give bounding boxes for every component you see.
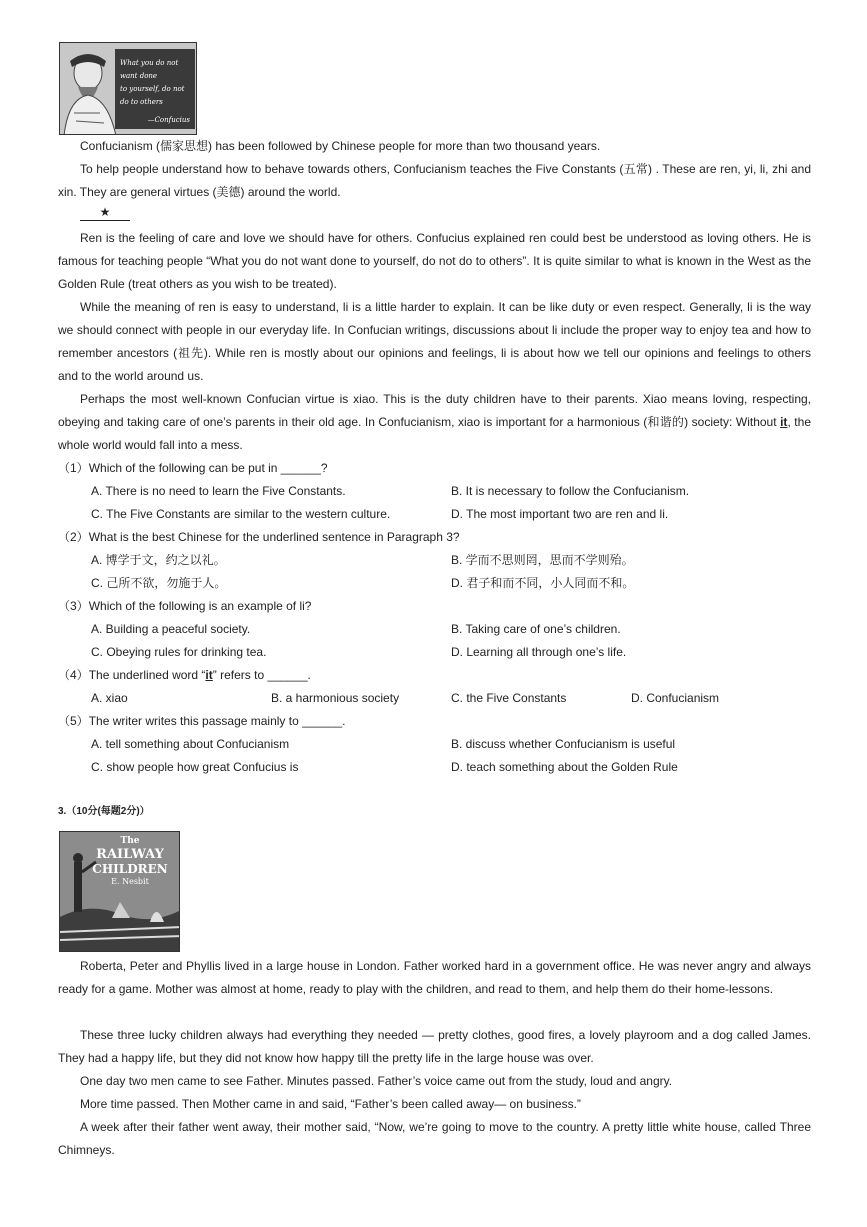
passage3-paragraph-3: One day two men came to see Father. Minutes passed. Father’s voice came out from the study, loud and angry. [80,1074,673,1088]
question-2-stem [58,526,460,549]
star-icon: ★ [99,205,111,219]
question-number: （4） [58,668,89,682]
question-number: （1） [58,461,89,475]
passage1-paragraph-1: Confucianism (儒家思想) has been followed by Chinese people for more than two thousand years. [80,139,601,153]
question-4-option-d: D. Confucianism [631,691,720,705]
question-3-option-d: D. Learning all through one’s life. [451,645,627,659]
book-title-children: CHILDREN [92,862,168,876]
question-text: Which of the following is an example of li? [88,599,312,613]
question-2-option-c: C. 己所不欲，勿施于人。 [91,576,227,590]
caption-line-2: to yourself, do not do to others [120,85,185,106]
question-number: （5） [58,714,89,728]
railway-children-book-cover [59,831,180,952]
passage3-paragraph-1: Roberta, Peter and Phyllis lived in a large house in London. Father worked hard in a government office. He was never angry and always ready for a game. Mother was almost at home, ready to play with the children, and read to them, and help them do their home-lessons. [58,959,811,996]
section-3-heading: 3.（10分(每题2分)） [58,806,150,817]
passage1-paragraph-4: While the meaning of ren is easy to understand, li is a little harder to explain. It can be like duty or even respect. Generally, li is the way we should connect with people in our everyday life. In Confucian writings, discussions about li include the proper way to enjoy tea and how to remember ancestors (祖先). While ren is mostly about our opinions and feelings, li is about how we tell our opinions and feelings to others and to the world around us. [58,300,811,383]
question-3-option-b: B. Taking care of one’s children. [451,622,621,636]
book-title-the: The [120,836,140,846]
passage3-paragraph-5: A week after their father went away, their mother said, “Now, we’re going to move to the country. A pretty little white house, called Three Chimneys. [58,1120,811,1157]
question-3-option-a: A. Building a peaceful society. [91,622,251,636]
question-5-option-a: A. tell something about Confucianism [91,737,290,751]
blank-star-marker [80,206,130,221]
question-2-option-a: A. 博学于文，约之以礼。 [91,553,226,567]
underlined-word-it: it [205,668,213,682]
image-caption [120,57,194,109]
book-title-railway: RAILWAY [96,847,164,862]
question-text: The underlined word “ [88,668,206,682]
question-4-option-a: A. xiao [91,691,128,705]
question-5-stem [58,710,345,733]
paragraph-5-text-end: , the whole world would fall into a mess. [58,415,811,452]
underlined-word-it: it [780,415,788,429]
question-1-option-c: C. The Five Constants are similar to the western culture. [91,507,391,521]
passage3-paragraph-2: These three lucky children always had everything they needed — pretty clothes, good fires, a lovely playroom and a dog called James. They had a happy life, but they did not know how happy till the pretty life in the large house was over. [58,1028,811,1065]
question-2-option-d: D. 君子和而不同，小人同而不和。 [451,576,635,590]
question-5-option-c: C. show people how great Confucius is [91,760,299,774]
book-author: E. Nesbit [111,877,149,886]
question-1-option-b: B. It is necessary to follow the Confucianism. [451,484,690,498]
question-text: The writer writes this passage mainly to ______. [88,714,346,728]
question-4-option-c: C. the Five Constants [451,691,567,705]
question-4-option-b: B. a harmonious society [271,691,400,705]
question-text: Which of the following can be put in ______? [88,461,328,475]
passage1-paragraph-2: To help people understand how to behave towards others, Confucianism teaches the Five Constants (五常) . These are ren, yi, li, zhi and xin. They are general virtues (美德) around the world. [58,162,811,199]
question-1-option-a: A. There is no need to learn the Five Constants. [91,484,346,498]
question-3-stem [58,595,311,618]
question-text-end: ” refers to ______. [212,668,311,682]
question-5-option-b: B. discuss whether Confucianism is useful [451,737,676,751]
question-2-option-b: B. 学而不思则罔，思而不学则殆。 [451,553,634,567]
question-4-stem [58,664,311,687]
passage1-paragraph-5 [58,388,811,457]
question-3-option-c: C. Obeying rules for drinking tea. [91,645,267,659]
question-1-stem [58,457,328,480]
question-5-option-d: D. teach something about the Golden Rule [451,760,678,774]
paragraph-5-text: Perhaps the most well-known Confucian virtue is xiao. This is the duty children have to their parents. Xiao means loving, respecting, obeying and taking care of one’s parents in their old age. In Confucianism, xiao is important for a harmonious (和谐的) society: Without [58,392,811,429]
image-signature: —Confucius [147,116,190,124]
question-text: What is the best Chinese for the underlined sentence in Paragraph 3? [88,530,460,544]
question-number: （3） [58,599,89,613]
question-1-option-d: D. The most important two are ren and li. [451,507,669,521]
question-number: （2） [58,530,89,544]
passage3-paragraph-4: More time passed. Then Mother came in and said, “Father’s been called away— on business.” [80,1097,581,1111]
confucius-image [59,42,197,135]
caption-line-1: What you do not want done [120,59,179,80]
passage1-paragraph-3: Ren is the feeling of care and love we should have for others. Confucius explained ren could best be understood as loving others. He is famous for teaching people “What you do not want done to yourself, do not do to others”. It is quite similar to what is known in the West as the Golden Rule (treat others as you wish to be treated). [58,231,811,291]
